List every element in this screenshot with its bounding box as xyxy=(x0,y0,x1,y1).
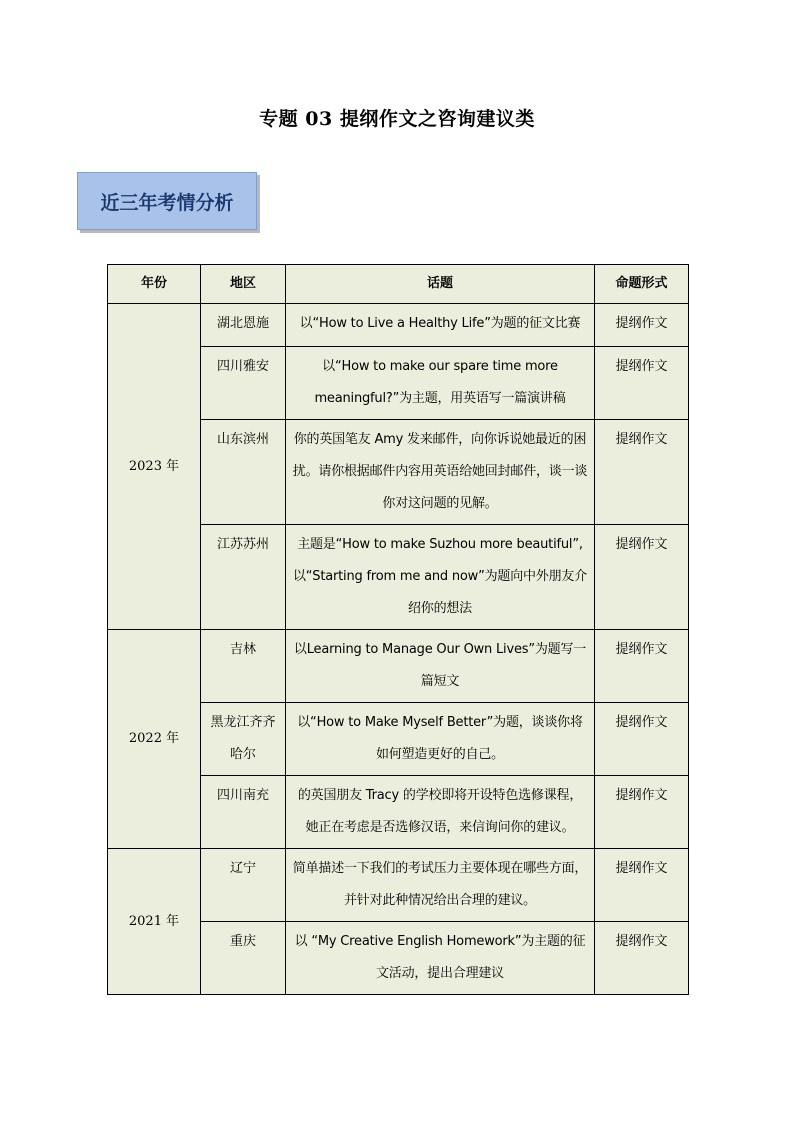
form-cell: 提纲作文 xyxy=(595,347,689,420)
header-region: 地区 xyxy=(201,265,286,304)
topic-cell: 以“How to Make Myself Better”为题，谈谈你将如何塑造更好的自己。 xyxy=(286,703,595,776)
table-row xyxy=(108,304,689,347)
topic-cell: 的英国朋友 Tracy 的学校即将开设特色选修课程，她正在考虑是否选修汉语，来信询问你的建议。 xyxy=(286,776,595,849)
region-cell: 江苏苏州 xyxy=(201,525,286,630)
table-row xyxy=(108,630,689,703)
region-cell: 四川南充 xyxy=(201,776,286,849)
topic-cell: 主题是“How to make Suzhou more beautiful”,以“Starting from me and now”为题向中外朋友介绍你的想法 xyxy=(286,525,595,630)
form-cell: 提纲作文 xyxy=(595,849,689,922)
table-row xyxy=(108,849,689,922)
topic-cell: 以Learning to Manage Our Own Lives”为题写一篇短文 xyxy=(286,630,595,703)
page-title: 专题 03 提纲作文之咨询建议类 xyxy=(259,108,535,130)
topic-cell: 以 “My Creative English Homework”为主题的征文活动，提出合理建议 xyxy=(286,922,595,995)
region-cell: 山东滨州 xyxy=(201,420,286,525)
form-cell: 提纲作文 xyxy=(595,703,689,776)
region-cell: 重庆 xyxy=(201,922,286,995)
region-cell: 湖北恩施 xyxy=(201,304,286,347)
form-cell: 提纲作文 xyxy=(595,525,689,630)
section-heading: 近三年考情分析 xyxy=(100,191,234,214)
form-cell: 提纲作文 xyxy=(595,304,689,347)
exam-analysis-table xyxy=(107,264,689,995)
header-form: 命题形式 xyxy=(595,265,689,304)
section-heading-box xyxy=(77,172,257,230)
year-cell: 2023 年 xyxy=(108,304,201,630)
table-header-row xyxy=(108,265,689,304)
topic-cell: 简单描述一下我们的考试压力主要体现在哪些方面，并针对此种情况给出合理的建议。 xyxy=(286,849,595,922)
form-cell: 提纲作文 xyxy=(595,630,689,703)
form-cell: 提纲作文 xyxy=(595,420,689,525)
region-cell: 黑龙江齐齐哈尔 xyxy=(201,703,286,776)
header-year: 年份 xyxy=(108,265,201,304)
year-cell: 2022 年 xyxy=(108,630,201,849)
year-cell: 2021 年 xyxy=(108,849,201,995)
region-cell: 四川雅安 xyxy=(201,347,286,420)
topic-cell: 你的英国笔友 Amy 发来邮件，向你诉说她最近的困扰。请你根据邮件内容用英语给她回封邮件，谈一谈你对这问题的见解。 xyxy=(286,420,595,525)
region-cell: 吉林 xyxy=(201,630,286,703)
form-cell: 提纲作文 xyxy=(595,922,689,995)
region-cell: 辽宁 xyxy=(201,849,286,922)
header-topic: 话题 xyxy=(286,265,595,304)
topic-cell: 以“How to Live a Healthy Life”为题的征文比赛 xyxy=(286,304,595,347)
topic-cell: 以“How to make our spare time more meaningful?”为主题，用英语写一篇演讲稿 xyxy=(286,347,595,420)
form-cell: 提纲作文 xyxy=(595,776,689,849)
